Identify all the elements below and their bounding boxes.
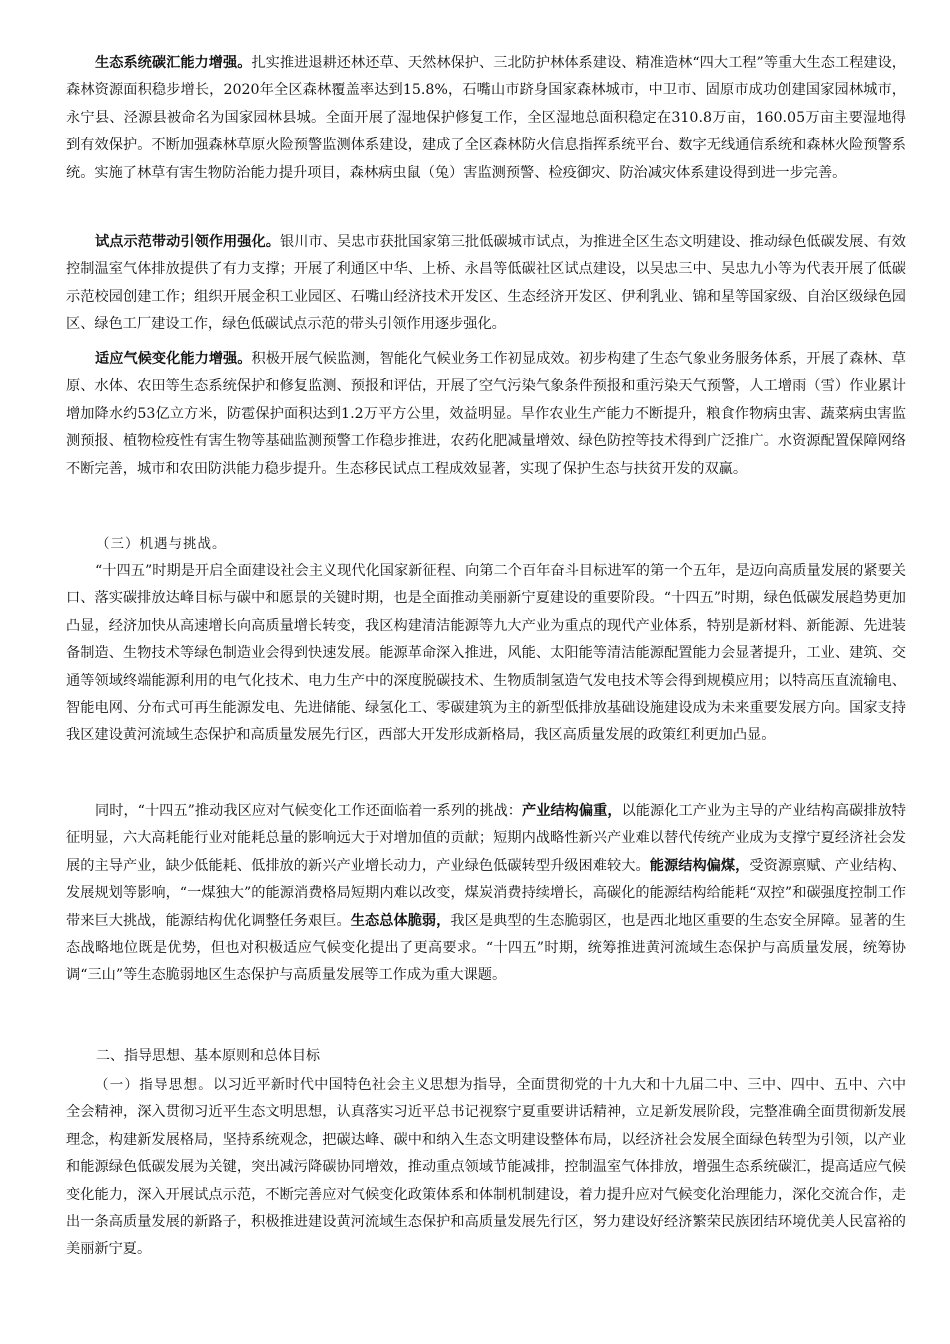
paragraph-challenges [66, 798, 906, 990]
challenge-lead-ecology: 生态总体脆弱， [350, 912, 451, 929]
paragraph-body: 积极开展气候监测，智能化气候业务工作初显成效。初步构建了生态气象业务服务体系，开展了森林、草原、水体、农田等生态系统保护和修复监测、预报和评估，开展了空气污染气象条件预报和重污染天气预警，人工增雨（雪）作业累计增加降水约53亿立方米，防雹保护面积达到1.2万平方公里，效益明显。旱作农业生产能力不断提升，粮食作物病虫害、蔬菜病虫害监测预报、植物检疫性有害生物等基础监测预警工作稳步推进，农药化肥减量增效、绿色防控等技术得到广泛推广。水资源配置保障网络不断完善，城市和农田防洪能力稳步提升。生态移民试点工程成效显著，实现了保护生态与扶贫开发的双赢。 [66, 351, 906, 477]
paragraph-carbon-sink [66, 50, 906, 187]
paragraph-pilot [66, 229, 906, 339]
paragraph-body: 扎实推进退耕还林还草、天然林保护、三北防护林体系建设、精准造林“四大工程”等重大生态工程建设，森林资源面积稳步增长，2020年全区森林覆盖率达到15.8%，石嘴山市跻身国家森林城市，中卫市、固原市成功创建国家园林城市，永宁县、泾源县被命名为国家园林县城。全面开展了湿地保护修复工作，全区湿地总面积稳定在310.8万亩，160.05万亩主要湿地得到有效保护。不断加强森林草原火险预警监测体系建设，建成了全区森林防火信息指挥系统平台、数字无线通信系统和森林火险预警系统。实施了林草有害生物防治能力提升项目，森林病虫鼠（兔）害监测预警、检疫御灾、防治减灾体系建设得到进一步完善。 [66, 55, 906, 181]
paragraph-opportunities: “十四五”时期是开启全面建设社会主义现代化国家新征程、向第二个百年奋斗目标进军的第一个五年，是迈向高质量发展的紧要关口、落实碳排放达峰目标与碳中和愿景的关键时期，也是全面推动美丽新宁夏建设的重要阶段。“十四五”时期，绿色低碳发展趋势更加凸显，经济加快从高速增长向高质量增长转变，我区构建清洁能源等九大产业为重点的现代产业体系，特别是新材料、新能源、先进装备制造、生物技术等绿色制造业会得到快速发展。能源革命深入推进，风能、太阳能等清洁能源配置能力会显著提升，工业、建筑、交通等领域终端能源利用的电气化技术、电力生产中的深度脱碳技术、生物质制氢造气发电技术等会得到规模应用；以特高压直流输电、智能电网、分布式可再生能源发电、先进储能、绿氢化工、零碳建筑为主的新型低排放基础设施建设成为未来重要发展方向。国家支持我区建设黄河流域生态保护和高质量发展先行区，西部大开发形成新格局，我区高质量发展的政策红利更加凸显。 [66, 563, 906, 744]
paragraph-lead: 生态系统碳汇能力增强。 [95, 55, 252, 71]
challenge-text-ecology: 我区是典型的生态脆弱区，也是西北地区重要的生态安全屏障。显著的生态战略地位既是优势，但也对积极适应气候变化提出了更高要求。“十四五”时期，统筹推进黄河流域生态保护与高质量发展，统筹协调“三山”等生态脆弱地区生态保护与高质量发展等工作成为重大课题。 [66, 912, 906, 984]
section-heading: 二、指导思想、基本原则和总体目标 [96, 1048, 320, 1064]
paragraph-lead: 适应气候变化能力增强。 [95, 351, 252, 367]
paragraph-body: 银川市、吴忠市获批国家第三批低碳城市试点，为推进全区生态文明建设、推动绿色低碳发展、有效控制温室气体排放提供了有力支撑；开展了利通区中华、上桥、永昌等低碳社区试点建设，以吴忠三中、吴忠九小等为代表开展了低碳示范校园创建工作；组织开展金积工业园区、石嘴山经济技术开发区、生态经济开发区、伊利乳业、锦和星等国家级、自治区级绿色园区、绿色工厂建设工作，绿色低碳试点示范的带头引领作用逐步强化。 [66, 234, 906, 333]
paragraph-body: 以习近平新时代中国特色社会主义思想为指导，全面贯彻党的十九大和十九届二中、三中、四中、五中、六中全会精神，深入贯彻习近平生态文明思想，认真落实习近平总书记视察宁夏重要讲话精神，立足新发展阶段，完整准确全面贯彻新发展理念，构建新发展格局，坚持系统观念，把碳达峰、碳中和纳入生态文明建设整体布局，以经济社会发展全面绿色转型为引领，以产业和能源绿色低碳发展为关键，突出减污降碳协同增效，推动重点领域节能减排，控制温室气体排放，增强生态系统碳汇，提高适应气候变化能力，深入开展试点示范，不断完善应对气候变化政策体系和体制机制建设，着力提升应对气候变化治理能力，深化交流合作，走出一条高质量发展的新路子，积极推进建设黄河流域生态保护和高质量发展先行区，努力建设好经济繁荣民族团结环境优美人民富裕的美丽新宁夏。 [66, 1077, 907, 1258]
subsection-heading-opportunities: （三）机遇与挑战。 [96, 536, 227, 552]
paragraph-guiding [66, 1072, 906, 1264]
challenge-lead-energy: 能源结构偏煤， [649, 857, 750, 874]
challenge-text-industry: 以能源化工产业为主导的产业结构高碳排放特征明显，六大高耗能行业对能耗总量的影响远大于对增加值的贡献；短期内战略性新兴产业难以替代传统产业成为支撑宁夏经济社会发展的主导产业，缺少低能耗、低排放的新兴产业增长动力，产业绿色低碳转型升级困难较大。 [66, 803, 906, 874]
challenge-text-energy: 受资源禀赋、产业结构、发展规划等影响，“一煤独大”的能源消费格局短期内难以改变，煤炭消费持续增长，高碳化的能源结构给能耗“双控”和碳强度控制工作带来巨大挑战，能源结构优化调整任务艰巨。 [66, 857, 906, 929]
subsection-label: （一）指导思想。 [95, 1077, 214, 1093]
paragraph-lead: 试点示范带动引领作用强化。 [95, 234, 280, 250]
challenge-lead-industry: 产业结构偏重， [522, 803, 622, 819]
paragraph-intro: 同时，“十四五”推动我区应对气候变化工作还面临着一系列的挑战： [95, 803, 523, 819]
paragraph-adaptation [66, 346, 906, 483]
